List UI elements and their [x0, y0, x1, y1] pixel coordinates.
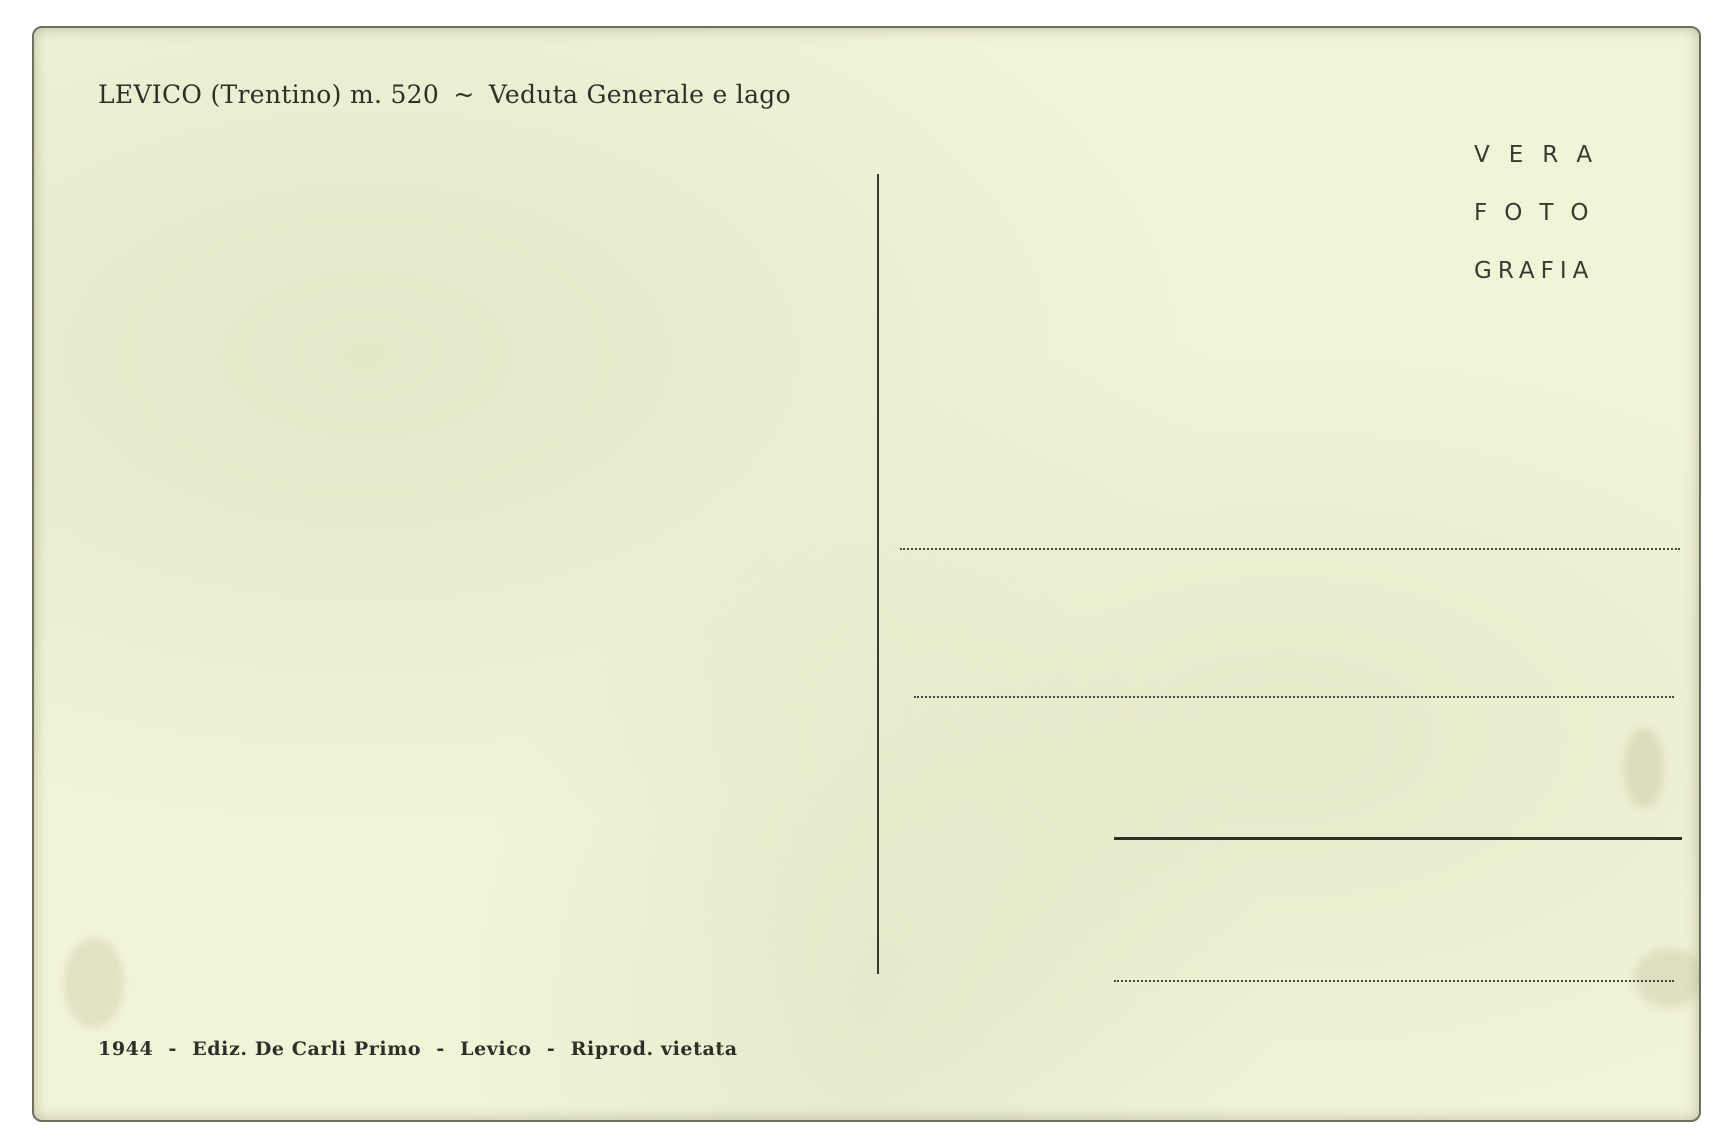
center-divider-line [877, 174, 879, 974]
publisher-footer [98, 1038, 738, 1060]
footer-separator: - [436, 1038, 445, 1060]
stamp-label-line-2: FOTO [1474, 200, 1606, 226]
address-line-3 [1114, 837, 1682, 840]
footer-notice: Riprod. vietata [570, 1038, 738, 1060]
footer-publisher: Ediz. De Carli Primo [192, 1038, 422, 1060]
caption-region: (Trentino) [210, 80, 342, 109]
footer-year: 1944 [98, 1038, 154, 1060]
stamp-label-line-1: VERA [1474, 142, 1612, 168]
caption-place: LEVICO [98, 80, 203, 109]
caption-description: Veduta Generale e lago [488, 80, 791, 109]
footer-separator: - [168, 1038, 177, 1060]
corner-stain [1634, 948, 1701, 1008]
postcard-caption [98, 80, 791, 109]
footer-town: Levico [460, 1038, 532, 1060]
edge-stain [1624, 728, 1664, 808]
postcard-back [32, 26, 1701, 1122]
caption-altitude: m. 520 [349, 80, 440, 109]
stamp-label-line-3: GRAFIA [1474, 258, 1595, 284]
address-line-2 [914, 696, 1674, 698]
footer-separator: - [546, 1038, 556, 1060]
address-line-4 [1114, 980, 1674, 982]
caption-separator: ~ [453, 80, 475, 109]
address-line-1 [900, 548, 1680, 550]
corner-stain [64, 938, 124, 1028]
stamp-area-label [1474, 126, 1624, 300]
